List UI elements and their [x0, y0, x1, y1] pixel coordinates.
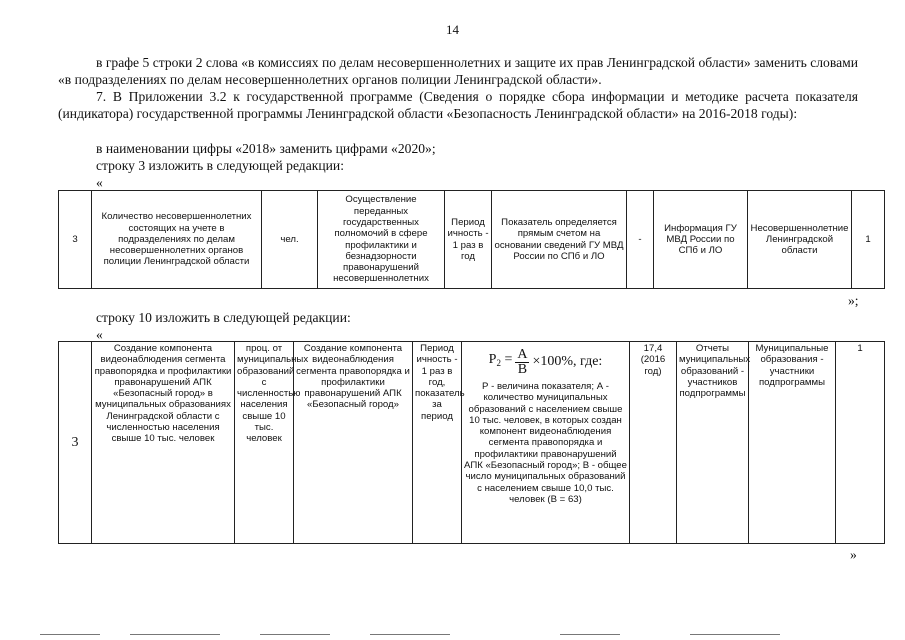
- percentage-formula: [464, 347, 627, 377]
- cell-indicator-name: Создание компонента видеонаблюдения сегмента правопорядка и профилактики правонарушений АПК «Безопасный город» в муниципальных образованиях Ленинградской области с численностью населения свыше 10 тыс. человек: [92, 342, 235, 544]
- cell-base-value: -: [627, 191, 654, 289]
- cell-periodicity: Период ичность - 1 раз в год: [445, 191, 492, 289]
- formula-denominator: B: [517, 361, 528, 377]
- open-quote: «: [96, 175, 103, 190]
- cell-data-source: Отчеты муниципальных образований - участников подпрограммы: [677, 342, 749, 544]
- scan-artifact-line: [40, 634, 100, 635]
- replacement-table-row-10: [58, 341, 885, 544]
- cell-row-number: 3: [59, 342, 92, 544]
- paragraph-rename-years: в наименовании цифры «2018» заменить цифрами «2020»;: [96, 141, 436, 156]
- scan-artifact-line: [130, 634, 220, 635]
- formula-tail: ×100%, где:: [532, 354, 603, 370]
- close-quote: »;: [848, 293, 859, 308]
- cell-periodicity: Период ичность - 1 раз в год, показатель за период: [413, 342, 462, 544]
- cell-unit: проц. от муниципальных образований с численностью населения свыше 10 тыс. человек: [235, 342, 294, 544]
- cell-data-source: Информация ГУ МВД России по СПб и ЛО: [654, 191, 748, 289]
- cell-base-value: 17,4 (2016 год): [630, 342, 677, 544]
- formula-legend: Р - величина показателя; А - количество муниципальных образований с населением свыше 10 тыс. человек, в которых создан компонент видеонаблюдения сегмента правопорядка и профилактики правонарушений АПК «Безопасный город»; В - общее число муниципальных образований с населением свыше 10,0 тыс. человек (В = 63): [464, 381, 627, 505]
- cell-population: Муниципальные образования - участники подпрограммы: [749, 342, 836, 544]
- cell-definition: Осуществление переданных государственных полномочий в сфере профилактики и безнадзорности правонарушений несовершеннолетних: [318, 191, 445, 289]
- formula-fraction: [515, 348, 529, 377]
- paragraph-replace-wording: в графе 5 строки 2 слова «в комиссиях по делам несовершеннолетних и защите их прав Ленинградской области» заменить словами «в подразделениях по делам несовершеннолетних органов полиции Ленинградской области».: [58, 55, 858, 87]
- formula-lhs: $P_2$ =: [488, 352, 513, 369]
- scan-artifact-line: [370, 634, 450, 635]
- paragraph-row-10-intro: строку 10 изложить в следующей редакции:: [96, 310, 351, 325]
- formula-numerator: A: [517, 346, 528, 362]
- cell-unit: чел.: [262, 191, 318, 289]
- open-quote: «: [96, 327, 103, 342]
- scan-artifact-line: [260, 634, 330, 635]
- page-number: 14: [446, 22, 459, 37]
- cell-row-number: 3: [59, 191, 92, 289]
- cell-calculation-method: Показатель определяется прямым счетом на основании сведений ГУ МВД России по СПб и ЛО: [492, 191, 627, 289]
- cell-definition: Создание компонента видеонаблюдения сегмента правопорядка и профилактики правонарушений АПК «Безопасный город»: [294, 342, 413, 544]
- close-quote: »: [850, 547, 857, 562]
- paragraph-row-3-intro: строку 3 изложить в следующей редакции:: [96, 158, 344, 173]
- cell-calculation-method: [462, 342, 630, 544]
- scan-artifact-line: [560, 634, 620, 635]
- cell-responsible: 1: [836, 342, 885, 544]
- cell-indicator-name: Количество несовершеннолетних состоящих на учете в подразделениях по делам несовершеннолетних органов полиции Ленинградской области: [92, 191, 262, 289]
- replacement-table-row-3: [58, 190, 885, 289]
- paragraph-appendix-3-2: 7. В Приложении 3.2 к государственной программе (Сведения о порядке сбора информации и методике расчета показателя (индикатора) государственной программы Ленинградской области «Безопасность Ленинградской области» на 2016-2018 годы):: [58, 89, 858, 121]
- cell-responsible: 1: [852, 191, 885, 289]
- cell-population: Несовершеннолетние Ленинградской области: [748, 191, 852, 289]
- scan-artifact-line: [690, 634, 780, 635]
